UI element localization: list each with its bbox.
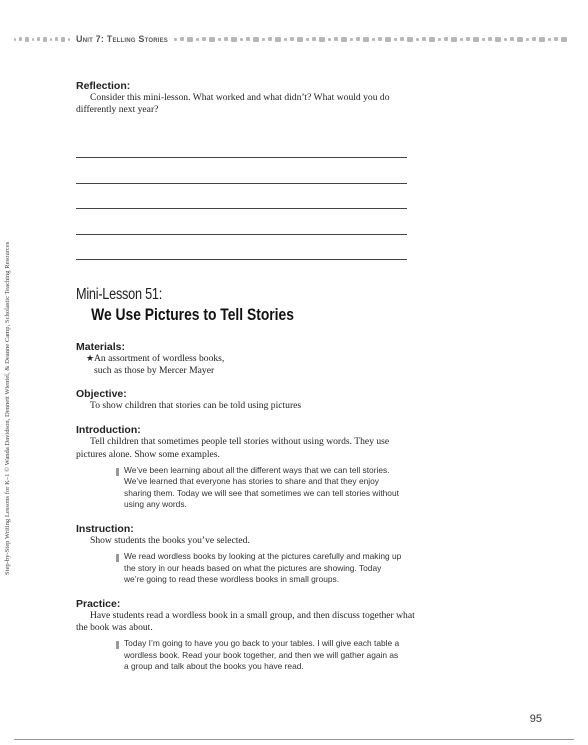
introduction-text: Tell children that sometimes people tell stories without using words. They use pictures alone. Show some examples. bbox=[76, 436, 390, 460]
mini-lesson-label: Mini-Lesson 51: bbox=[76, 286, 163, 304]
reflection-heading: Reflection: bbox=[76, 80, 131, 92]
unit-header bbox=[14, 32, 574, 46]
side-credit bbox=[4, 175, 18, 575]
header-dots-left bbox=[14, 37, 70, 42]
materials-line-1: An assortment of wordless books, bbox=[94, 353, 225, 365]
instruction-script-text: We read wordless books by looking at the pictures carefully and making up the story in our heads based on what the pictures are showing. Today we’re going to read these wordless books in small groups. bbox=[124, 551, 402, 585]
introduction-heading: Introduction: bbox=[76, 424, 141, 437]
instruction-script bbox=[116, 551, 402, 586]
instruction-heading: Instruction: bbox=[76, 522, 134, 535]
page-number: 95 bbox=[529, 713, 542, 725]
page-content bbox=[76, 80, 416, 673]
practice-script-text: Today I’m going to have you go back to your tables. I will give each table a wordless book. Read your book together, and then we will gather again as a group and talk about the books you have read. bbox=[124, 638, 400, 672]
materials-line-2: such as those by Mercer Mayer bbox=[94, 364, 215, 376]
reflection-text: Consider this mini-lesson. What worked and what didn’t? What would you do differently next year? bbox=[76, 92, 390, 116]
introduction-script bbox=[116, 465, 402, 511]
instruction-text: Show students the books you’ve selected. bbox=[90, 534, 250, 546]
writing-line bbox=[76, 235, 407, 261]
mini-lesson-title: We Use Pictures to Tell Stories bbox=[91, 306, 294, 325]
materials-item-cont bbox=[76, 365, 416, 377]
header-dots-right bbox=[174, 37, 574, 42]
script-marker-icon bbox=[116, 468, 119, 476]
unit-title: Unit 7: Telling Stories bbox=[76, 34, 168, 44]
writing-line bbox=[76, 184, 407, 210]
writing-line bbox=[76, 209, 407, 235]
lesson-title-block bbox=[76, 286, 416, 325]
writing-line bbox=[76, 133, 407, 159]
side-credit-text: Step-by-Step Writing Lessons for K–1 © Wanda Davidson, Dennett Wientel, & Deanne Camp, Scholastic Teaching Resources bbox=[4, 241, 11, 575]
introduction-script-text: We’ve been learning about all the different ways that we can tell stories. We’ve learned that everyone has stories to share and that they enjoy sharing them. Today we will see that sometimes we can tell stories without using any words. bbox=[124, 464, 399, 510]
materials-heading: Materials: bbox=[76, 341, 126, 354]
objective-text: To show children that stories can be told using pictures bbox=[90, 400, 302, 412]
reflection-writing-lines bbox=[76, 133, 416, 261]
practice-script bbox=[116, 638, 402, 673]
introduction-section bbox=[76, 424, 416, 511]
materials-item bbox=[76, 353, 416, 365]
bottom-rule bbox=[14, 739, 574, 743]
practice-text: Have students read a wordless book in a small group, and then discuss together what the book was about. bbox=[76, 609, 415, 634]
instruction-section bbox=[76, 523, 416, 586]
practice-heading: Practice: bbox=[76, 597, 121, 610]
star-bullet-icon: ★ bbox=[86, 353, 95, 364]
reflection-section bbox=[76, 80, 416, 260]
objective-section bbox=[76, 388, 416, 412]
objective-heading: Objective: bbox=[76, 388, 127, 401]
writing-line bbox=[76, 158, 407, 184]
materials-section bbox=[76, 341, 416, 376]
script-marker-icon bbox=[116, 641, 119, 649]
practice-section bbox=[76, 598, 416, 673]
script-marker-icon bbox=[116, 554, 119, 562]
